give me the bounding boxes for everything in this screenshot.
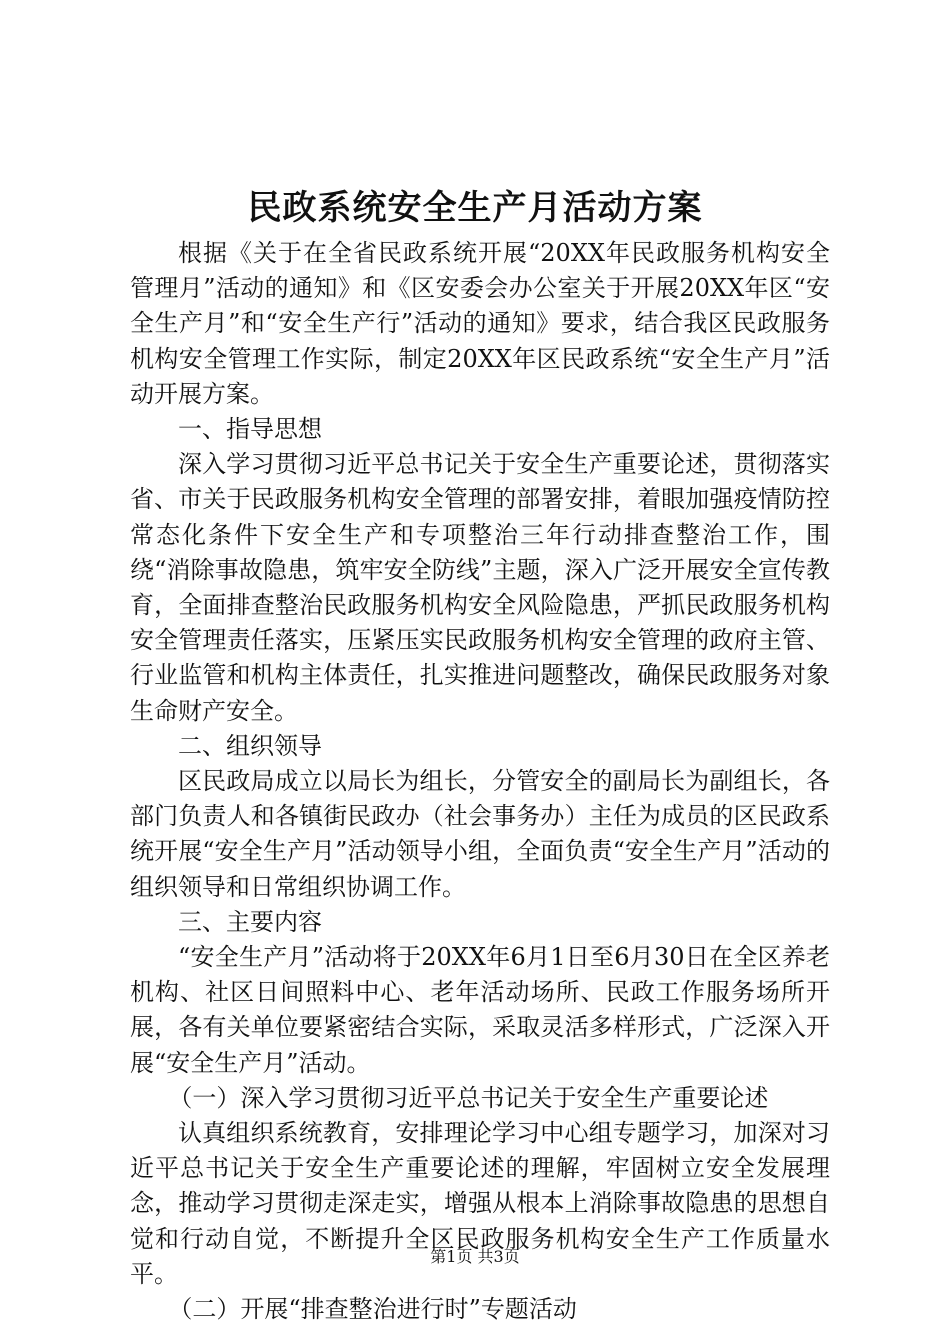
subsection-heading-inspection: （二）开展“排查整治进行时”专题活动	[168, 1295, 577, 1324]
document-title: 民政系统安全生产月活动方案	[247, 188, 703, 228]
section-heading-guiding-ideology: 一、指导思想	[178, 415, 322, 444]
document-body	[130, 236, 830, 1327]
section-heading-main-content: 三、主要内容	[178, 907, 322, 936]
page-footer: 第1页 共3页	[430, 1247, 520, 1266]
intro-paragraph: 根据《关于在全省民政系统开展“20XX年民政服务机构安全管理月”活动的通知》和《区安委会办公室关于开展20XX年区“安全生产月”和“安全生产行”活动的通知》要求，结合我区民政服务机构安全管理工作实际，制定20XX年区民政系统“安全生产月”活动开展方案。	[130, 239, 830, 408]
guiding-ideology-paragraph: 深入学习贯彻习近平总书记关于安全生产重要论述，贯彻落实省、市关于民政服务机构安全管理的部署安排，着眼加强疫情防控常态化条件下安全生产和专项整治三年行动排查整治工作，围绕“消除事故隐患，筑牢安全防线”主题，深入广泛开展安全宣传教育，全面排查整治民政服务机构安全风险隐患，严抓民政服务机构安全管理责任落实，压紧压实民政服务机构安全管理的政府主管、行业监管和机构主体责任，扎实推进问题整改，确保民政服务对象生命财产安全。	[130, 450, 830, 725]
subsection-heading-study: （一）深入学习贯彻习近平总书记关于安全生产重要论述	[168, 1083, 769, 1112]
organization-paragraph: 区民政局成立以局长为组长，分管安全的副局长为副组长，各部门负责人和各镇街民政办（社会事务办）主任为成员的区民政系统开展“安全生产月”活动领导小组，全面负责“安全生产月”活动的组织领导和日常组织协调工作。	[130, 767, 830, 901]
main-content-paragraph: “安全生产月”活动将于20XX年6月1日至6月30日在全区养老机构、社区日间照料中心、老年活动场所、民政工作服务场所开展，各有关单位要紧密结合实际，采取灵活多样形式，广泛深入开展“安全生产月”活动。	[130, 943, 830, 1077]
section-heading-organization: 二、组织领导	[178, 731, 322, 760]
study-paragraph: 认真组织系统教育，安排理论学习中心组专题学习，加深对习近平总书记关于安全生产重要论述的理解，牢固树立安全发展理念，推动学习贯彻走深走实，增强从根本上消除事故隐患的思想自觉和行动自觉，不断提升全区民政服务机构安全生产工作质量水平。	[130, 1119, 830, 1288]
